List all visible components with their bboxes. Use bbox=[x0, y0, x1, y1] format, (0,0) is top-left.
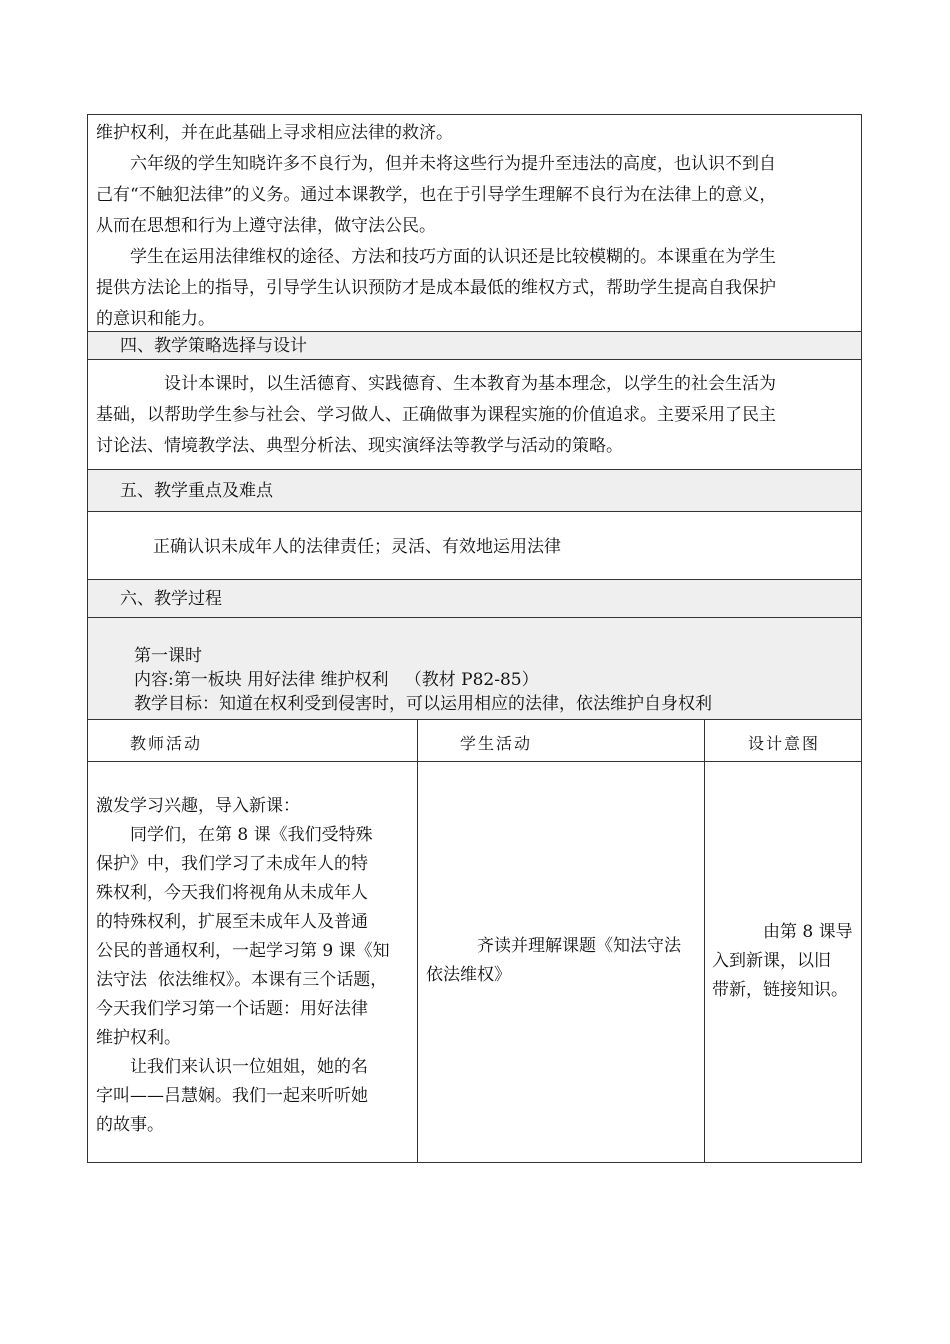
section5-body bbox=[88, 511, 861, 579]
teacher-line: 的故事。 bbox=[96, 1115, 164, 1135]
section3-body bbox=[88, 115, 861, 331]
design-line: 带新，链接知识。 bbox=[712, 980, 848, 1000]
teacher-line: 保护》中，我们学习了未成年人的特 bbox=[96, 854, 368, 874]
section6-goal: 教学目标：知道在权利受到侵害时，可以运用相应的法律，依法维护自身权利 bbox=[134, 694, 712, 714]
section3-line: 提供方法论上的指导，引导学生认识预防才是成本最低的维权方式，帮助学生提高自我保护 bbox=[96, 278, 776, 298]
section3-line: 从而在思想和行为上遵守法律，做守法公民。 bbox=[96, 216, 436, 236]
teacher-line: 字叫——吕慧娴。我们一起来听听她 bbox=[96, 1086, 368, 1106]
section3-line: 学生在运用法律维权的途径、方法和技巧方面的认识还是比较模糊的。本课重在为学生 bbox=[130, 247, 776, 267]
teacher-line: 激发学习兴趣，导入新课： bbox=[96, 796, 300, 816]
section5-title: 五、教学重点及难点 bbox=[120, 481, 273, 501]
table-body-row bbox=[88, 761, 861, 1164]
student-line: 依法维权》 bbox=[426, 965, 511, 985]
lesson-plan-table bbox=[87, 114, 862, 1163]
section5-content: 正确认识未成年人的法律责任；灵活、有效地运用法律 bbox=[153, 537, 561, 557]
section4-line: 讨论法、情境教学法、典型分析法、现实演绎法等教学与活动的策略。 bbox=[96, 436, 623, 456]
header-design-intent: 设计意图 bbox=[748, 734, 821, 753]
teacher-line: 让我们来认识一位姐姐，她的名 bbox=[130, 1057, 368, 1077]
section4-line: 设计本课时，以生活德育、实践德育、生本教育为基本理念，以学生的社会生活为 bbox=[164, 374, 776, 394]
header-student-activity: 学生活动 bbox=[460, 734, 533, 753]
table-header-row bbox=[88, 719, 861, 761]
section3-line: 己有“不触犯法律”的义务。通过本课教学，也在于引导学生理解不良行为在法律上的意义， bbox=[96, 185, 777, 205]
teacher-line: 今天我们学习第一个话题：用好法律 bbox=[96, 999, 368, 1019]
teacher-line: 殊权利，今天我们将视角从未成年人 bbox=[96, 883, 368, 903]
section6-intro bbox=[88, 617, 861, 719]
section3-line: 六年级的学生知晓许多不良行为，但并未将这些行为提升至违法的高度，也认识不到自 bbox=[130, 154, 776, 174]
section4-title: 四、教学策略选择与设计 bbox=[120, 336, 307, 356]
teacher-line: 维护权利。 bbox=[96, 1028, 181, 1048]
section6-content: 内容:第一板块 用好法律 维护权利 （教材 P82-85） bbox=[134, 670, 539, 690]
design-line: 由第 8 课导 bbox=[763, 922, 853, 942]
column-divider bbox=[704, 719, 705, 1162]
section5-header bbox=[88, 469, 861, 511]
section6-title: 六、教学过程 bbox=[120, 589, 222, 609]
section6-period: 第一课时 bbox=[134, 646, 202, 666]
teacher-activity-cell bbox=[96, 792, 410, 1140]
teacher-line: 同学们，在第 8 课《我们受特殊 bbox=[130, 825, 373, 845]
section4-body bbox=[88, 359, 861, 469]
section4-header bbox=[88, 331, 861, 359]
section3-line: 的意识和能力。 bbox=[96, 309, 215, 329]
design-line: 入到新课，以旧 bbox=[712, 951, 831, 971]
header-teacher-activity: 教师活动 bbox=[130, 734, 203, 753]
student-line: 齐读并理解课题《知法守法 bbox=[477, 936, 681, 956]
column-divider bbox=[417, 719, 418, 1162]
teacher-line: 公民的普通权利，一起学习第 9 课《知 bbox=[96, 941, 390, 961]
student-activity-cell bbox=[426, 932, 702, 990]
teacher-line: 法守法 依法维权》。本课有三个话题， bbox=[96, 970, 388, 990]
section4-line: 基础，以帮助学生参与社会、学习做人、正确做事为课程实施的价值追求。主要采用了民主 bbox=[96, 405, 776, 425]
section3-line: 维护权利，并在此基础上寻求相应法律的救济。 bbox=[96, 123, 453, 143]
teacher-line: 的特殊权利，扩展至未成年人及普通 bbox=[96, 912, 368, 932]
section6-header bbox=[88, 579, 861, 617]
design-intent-cell bbox=[712, 918, 858, 1005]
